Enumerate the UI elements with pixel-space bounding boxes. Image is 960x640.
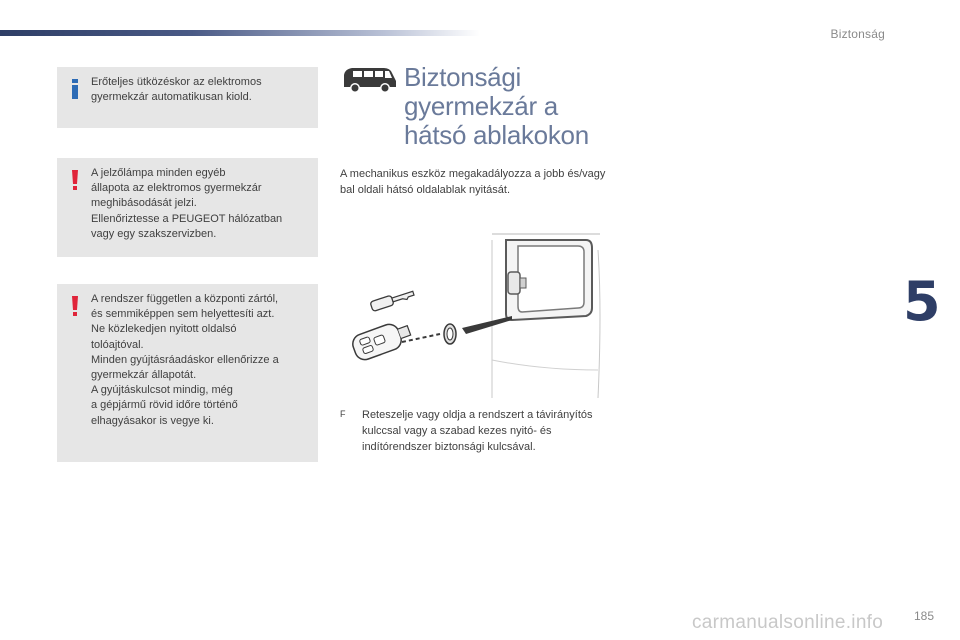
step-text: Reteszelje vagy oldja a rendszert a távirányítós kulccsal vagy a szabad kezes nyitó- és indítórendszer biztonsági kulcsával. [362, 409, 593, 453]
exclamation-icon [71, 296, 79, 316]
warning-note-text: A jelzőlámpa minden egyéb állapota az elektromos gyermekzár meghibásodását jelzi. Ellenőriztesse a PEUGEOT hálózatban vagy egy szakszervizben. [91, 167, 283, 240]
section-title: Biztonsági gyermekzár a hátsó ablakokon [404, 62, 589, 150]
warning-note [57, 158, 318, 257]
page-number: 185 [914, 609, 935, 623]
warning-note [57, 284, 318, 462]
info-note [57, 67, 318, 128]
info-note-text: Erőteljes ütközéskor az elektromos gyermekzár automatikusan kiold. [91, 76, 262, 104]
van-icon [340, 65, 398, 95]
step-bullet: F [340, 409, 346, 419]
header-accent-bar [0, 30, 480, 36]
intro-paragraph: A mechanikus eszköz megakadályozza a jobb és/vagy bal oldali hátsó oldalablak nyitását. [340, 168, 606, 196]
info-icon [71, 79, 79, 99]
warning-note-text: A rendszer független a központi zártól, és semmiképpen sem helyettesíti azt. Ne közlekedjen nyitott oldalsó tolóajtóval. Minden gyújtásráadáskor ellenőrizze a gyermekzár állapotát. A gyújtáskulcsot mindig, még a gépjármű rövid időre történő elhagyásakor is vegye ki. [91, 293, 279, 427]
watermark: carmanualsonline.info [692, 612, 884, 633]
key-and-window-lock-illustration [342, 230, 604, 402]
section-label: Biztonság [830, 27, 885, 41]
chapter-number: 5 [903, 270, 941, 333]
exclamation-icon [71, 170, 79, 190]
